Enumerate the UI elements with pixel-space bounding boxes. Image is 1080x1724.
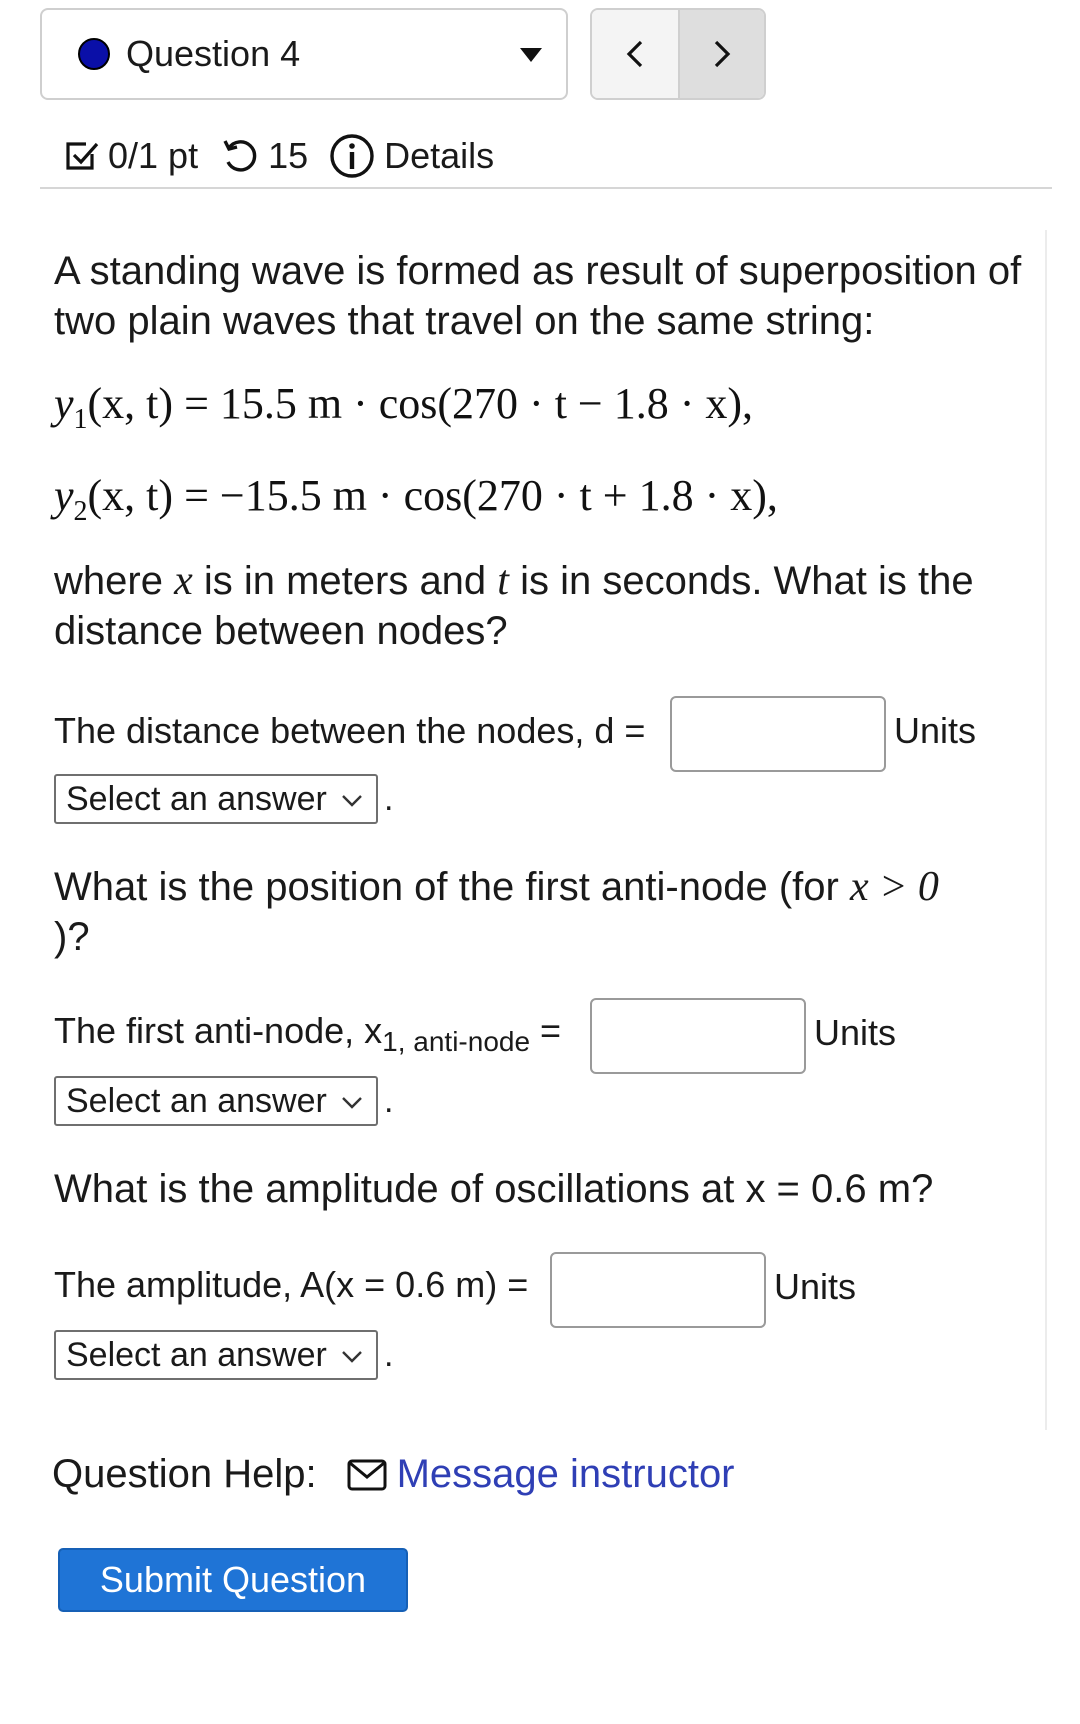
amplitude-units: Units	[774, 1266, 857, 1307]
eq2-rhs: = −15.5 m · cos(270 · t + 1.8 · x),	[173, 471, 778, 520]
eq2-sub: 2	[73, 495, 88, 527]
distance-label: The distance between the nodes, d =	[54, 710, 646, 751]
antinode-period: .	[384, 1082, 394, 1120]
chevron-right-icon	[711, 39, 733, 69]
question-meta	[62, 124, 494, 188]
chevron-down-icon	[340, 1090, 364, 1114]
message-instructor-link[interactable]: Message instructor	[396, 1452, 735, 1496]
equation-y2	[54, 470, 778, 528]
distance-input[interactable]	[670, 696, 886, 772]
where-part-2: is in meters and	[192, 559, 498, 603]
antinode-q-math: x > 0	[849, 864, 939, 910]
antinode-label	[54, 1010, 561, 1058]
eq2-args: (x, t)	[87, 471, 174, 520]
problem-where-text	[54, 556, 1034, 656]
points-info	[62, 135, 198, 177]
header-divider	[40, 187, 1052, 189]
question-help	[52, 1452, 735, 1497]
question-status-dot	[78, 38, 110, 70]
question-nav	[590, 8, 766, 100]
where-part-1: where	[54, 559, 175, 603]
retry-icon	[220, 136, 260, 176]
antinode-units: Units	[814, 1012, 897, 1053]
amplitude-input[interactable]	[550, 1252, 766, 1328]
previous-question-button[interactable]	[592, 10, 678, 98]
retries-info	[220, 135, 308, 177]
distance-select-value: Select an answer	[66, 779, 327, 818]
problem-intro: A standing wave is formed as result of superposition of two plain waves that travel on the same string:	[54, 249, 1022, 343]
question-selector-label: Question 4	[126, 33, 301, 74]
antinode-units-select[interactable]	[54, 1076, 378, 1126]
question-help-label: Question Help:	[52, 1452, 317, 1496]
eq2-var: y	[54, 471, 74, 520]
eq1-args: (x, t)	[87, 379, 174, 428]
amplitude-period: .	[384, 1336, 394, 1374]
eq1-sub: 1	[73, 403, 88, 435]
info-icon	[328, 132, 376, 180]
antinode-label-sub: 1, anti-node	[382, 1026, 531, 1058]
checkbox-score-icon	[62, 136, 102, 176]
amplitude-question: What is the amplitude of oscillations at x = 0.6 m?	[54, 1167, 934, 1211]
antinode-question	[54, 862, 1034, 962]
distance-period: .	[384, 780, 394, 818]
content-border	[1045, 230, 1047, 1430]
chevron-left-icon	[624, 39, 646, 69]
distance-units-select[interactable]	[54, 774, 378, 824]
details-toggle[interactable]	[328, 132, 494, 180]
amplitude-label: The amplitude, A(x = 0.6 m) =	[54, 1264, 529, 1305]
eq1-rhs: = 15.5 m · cos(270 · t − 1.8 · x),	[173, 379, 754, 428]
details-label: Details	[384, 135, 495, 176]
chevron-down-icon	[340, 788, 364, 812]
equation-y1	[54, 378, 753, 436]
points-text: 0/1 pt	[108, 135, 199, 176]
amplitude-select-value: Select an answer	[66, 1335, 327, 1374]
question-selector[interactable]	[40, 8, 568, 100]
submit-question-button[interactable]: Submit Question	[58, 1548, 408, 1612]
antinode-label-eq: =	[530, 1010, 562, 1051]
amplitude-units-select[interactable]	[54, 1330, 378, 1380]
retries-count: 15	[268, 135, 309, 176]
antinode-q-part-2: )?	[54, 915, 90, 959]
dropdown-caret-icon	[520, 48, 542, 62]
antinode-select-value: Select an answer	[66, 1081, 327, 1120]
next-question-button[interactable]	[678, 10, 764, 98]
antinode-input[interactable]	[590, 998, 806, 1074]
antinode-q-part-1: What is the position of the first anti-node (for	[54, 865, 850, 909]
mail-icon	[347, 1459, 387, 1491]
where-part-3: is in seconds. What is the distance between nodes?	[54, 559, 974, 653]
chevron-down-icon	[340, 1344, 364, 1368]
where-var-x: x	[174, 558, 193, 604]
where-var-t: t	[497, 558, 509, 604]
distance-units: Units	[894, 710, 977, 751]
antinode-label-main: The first anti-node, x	[54, 1010, 383, 1051]
eq1-var: y	[54, 379, 74, 428]
